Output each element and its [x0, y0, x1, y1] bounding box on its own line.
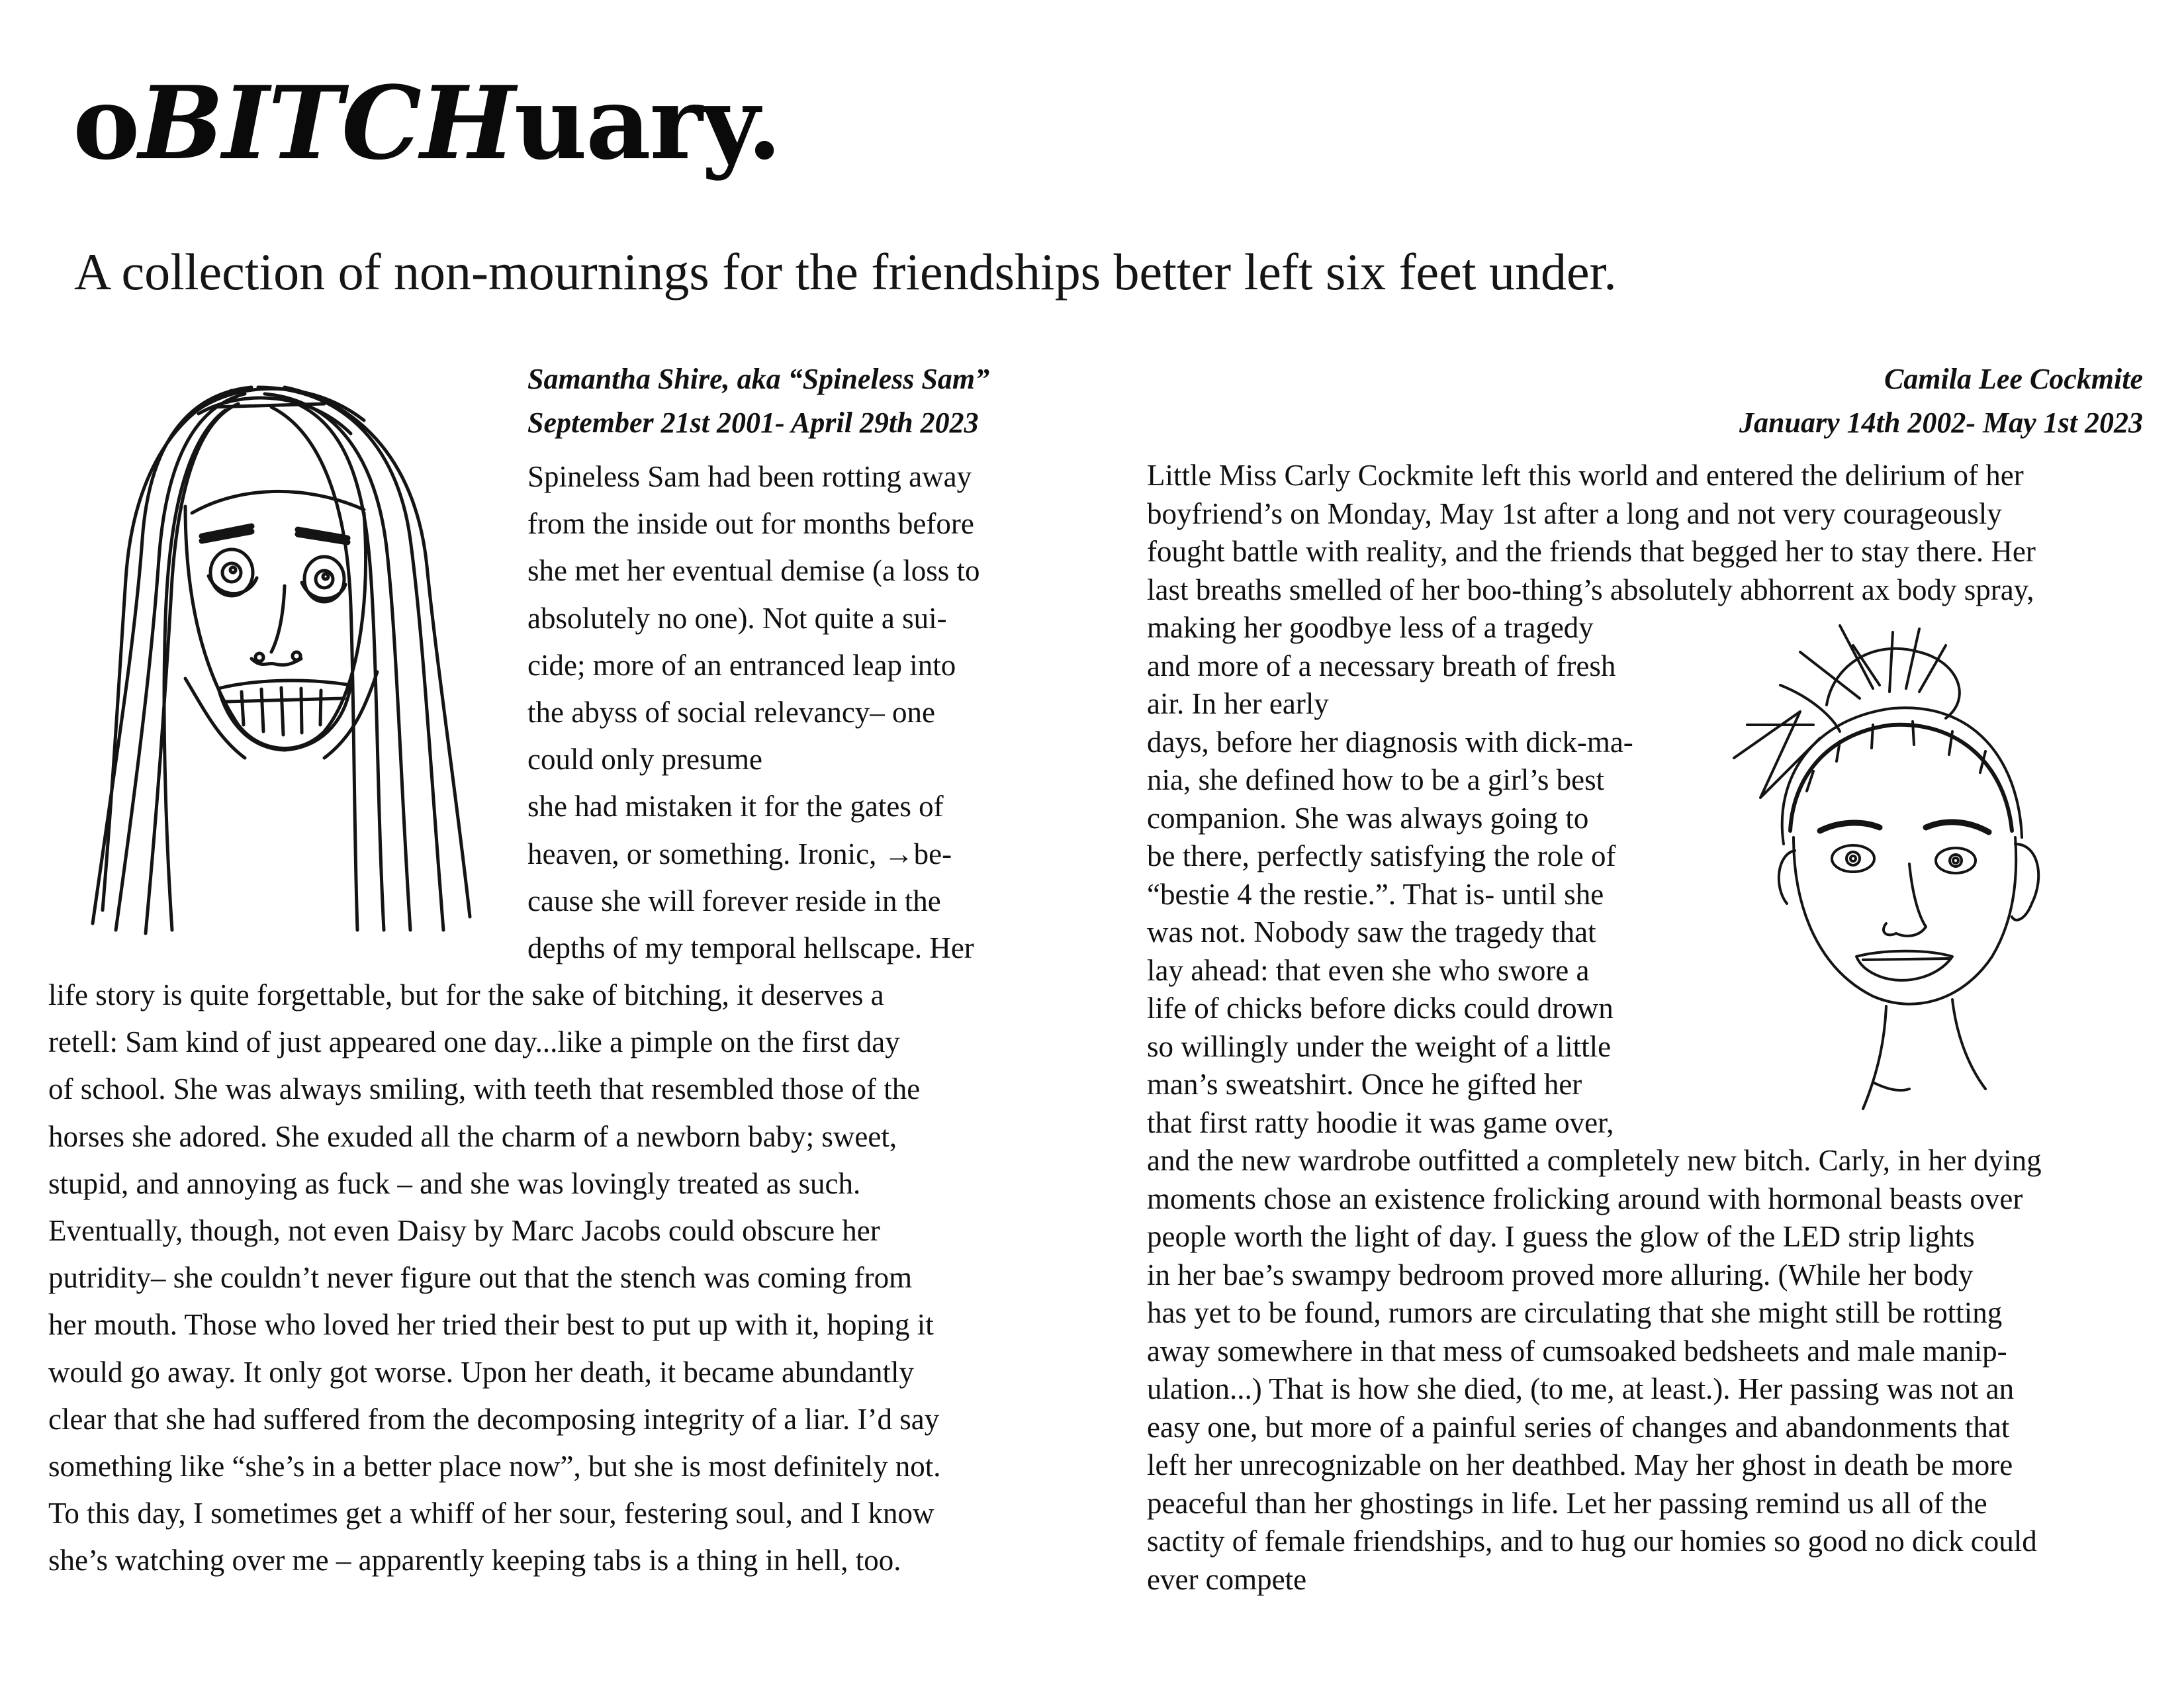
text-line: easy one, but more of a painful series of changes and abandonments that — [1147, 1410, 2010, 1444]
text-line: man’s sweatshirt. Once he gifted her — [1147, 1068, 1582, 1101]
text-line: the abyss of social relevancy– one — [527, 696, 936, 729]
text-line: left her unrecognizable on her deathbed. May her ghost in death be more — [1147, 1448, 2013, 1481]
text-line: and the new wardrobe outfitted a completely new bitch. Carly, in her dying — [1147, 1144, 2042, 1177]
text-line: was not. Nobody saw the tragedy that — [1147, 915, 1596, 949]
left-obituary-dates: September 21st 2001- April 29th 2023 — [527, 406, 979, 439]
text-line: heaven, or something. Ironic, →be- — [527, 837, 952, 870]
text-line: in her bae’s swampy bedroom proved more alluring. (While her body — [1147, 1258, 1974, 1291]
text-line: ever compete — [1147, 1562, 1307, 1596]
text-line: lay ahead: that even she who swore a — [1147, 953, 1590, 987]
carly-portrait-drawing — [1721, 626, 2065, 1115]
sam-portrait-drawing — [86, 367, 477, 937]
text-line: she’s watching over me – apparently keeping tabs is a thing in hell, too. — [48, 1544, 901, 1577]
text-line: so willingly under the weight of a little — [1147, 1029, 1612, 1063]
page-subtitle: A collection of non-mournings for the friendships better left six feet under. — [74, 243, 1617, 301]
right-obituary-dates: January 14th 2002- May 1st 2023 — [1739, 406, 2143, 439]
left-obituary-name: Samantha Shire, aka “Spineless Sam” — [527, 363, 990, 395]
text-line: that first ratty hoodie it was game over, — [1147, 1105, 1614, 1139]
text-line: horses she adored. She exuded all the charm of a newborn baby; sweet, — [48, 1119, 897, 1153]
text-line: people worth the light of day. I guess the glow of the LED strip lights — [1147, 1220, 1975, 1253]
text-line: would go away. It only got worse. Upon her death, it became abundantly — [48, 1355, 914, 1389]
text-line: last breaths smelled of her boo-thing’s absolutely abhorrent ax body spray, — [1147, 573, 2034, 606]
text-line: companion. She was always going to — [1147, 801, 1589, 835]
text-line: has yet to be found, rumors are circulating that she might still be rotting — [1147, 1296, 2003, 1329]
text-line: cide; more of an entranced leap into — [527, 648, 956, 682]
text-line: fought battle with reality, and the friends that begged her to stay there. Her — [1147, 535, 2036, 568]
text-line: retell: Sam kind of just appeared one day...like a pimple on the first day — [48, 1025, 900, 1059]
text-line: absolutely no one). Not quite a sui- — [527, 601, 947, 635]
text-line: moments chose an existence frolicking around with hormonal beasts over — [1147, 1182, 2023, 1215]
text-line: cause she will forever reside in the — [527, 884, 941, 917]
text-line: her mouth. Those who loved her tried their best to put up with it, hoping it — [48, 1308, 934, 1342]
text-line: sactity of female friendships, and to hug our homies so good no dick could — [1147, 1524, 2037, 1558]
left-obituary-body-full — [48, 972, 940, 1585]
right-obituary-name: Camila Lee Cockmite — [1884, 363, 2143, 395]
text-line: she had mistaken it for the gates of — [527, 790, 944, 823]
text-line: Little Miss Carly Cockmite left this world and entered the delirium of her — [1147, 459, 2024, 492]
text-line: Spineless Sam had been rotting away — [527, 460, 972, 493]
text-line: putridity– she couldn’t never figure out that the stench was coming from — [48, 1261, 913, 1295]
text-line: something like “she’s in a better place now”, but she is most definitely not. — [48, 1450, 941, 1483]
text-line: boyfriend’s on Monday, May 1st after a long and not very courageously — [1147, 496, 2002, 530]
text-line: nia, she defined how to be a girl’s best — [1147, 763, 1605, 796]
right-obituary-byline — [1739, 357, 2143, 445]
text-line: air. In her early — [1147, 687, 1329, 720]
text-line: To this day, I sometimes get a whiff of her sour, festering soul, and I know — [48, 1497, 934, 1530]
text-line: she met her eventual demise (a loss to — [527, 554, 980, 588]
text-line: days, before her diagnosis with dick-ma- — [1147, 725, 1633, 759]
text-line: Eventually, though, not even Daisy by Marc Jacobs could obscure her — [48, 1214, 880, 1248]
text-line: peaceful than her ghostings in life. Let her passing remind us all of the — [1147, 1486, 1987, 1520]
text-line: ulation...) That is how she died, (to me, at least.). Her passing was not an — [1147, 1372, 2015, 1405]
text-line: clear that she had suffered from the decomposing integrity of a liar. I’d say — [48, 1402, 940, 1436]
text-line: away somewhere in that mess of cumsoaked bedsheets and male manip- — [1147, 1334, 2007, 1368]
text-line: life story is quite forgettable, but for the sake of bitching, it deserves a — [48, 978, 884, 1011]
text-line: life of chicks before dicks could drown — [1147, 992, 1614, 1025]
text-line: from the inside out for months before — [527, 507, 974, 541]
text-line: making her goodbye less of a tragedy — [1147, 611, 1594, 644]
text-line: depths of my temporal hellscape. Her — [527, 931, 974, 965]
text-line: “bestie 4 the restie.”. That is- until she — [1147, 877, 1604, 911]
text-line: be there, perfectly satisfying the role of — [1147, 839, 1616, 872]
page-title: oBITCHuary. — [73, 64, 781, 182]
left-obituary-body-wrapped — [527, 453, 980, 972]
text-line: could only presume — [527, 743, 762, 776]
text-line: of school. She was always smiling, with teeth that resembled those of the — [48, 1072, 921, 1106]
text-line: stupid, and annoying as fuck – and she was lovingly treated as such. — [48, 1166, 861, 1200]
left-obituary-byline — [527, 357, 989, 445]
text-line: and more of a necessary breath of fresh — [1147, 649, 1616, 682]
